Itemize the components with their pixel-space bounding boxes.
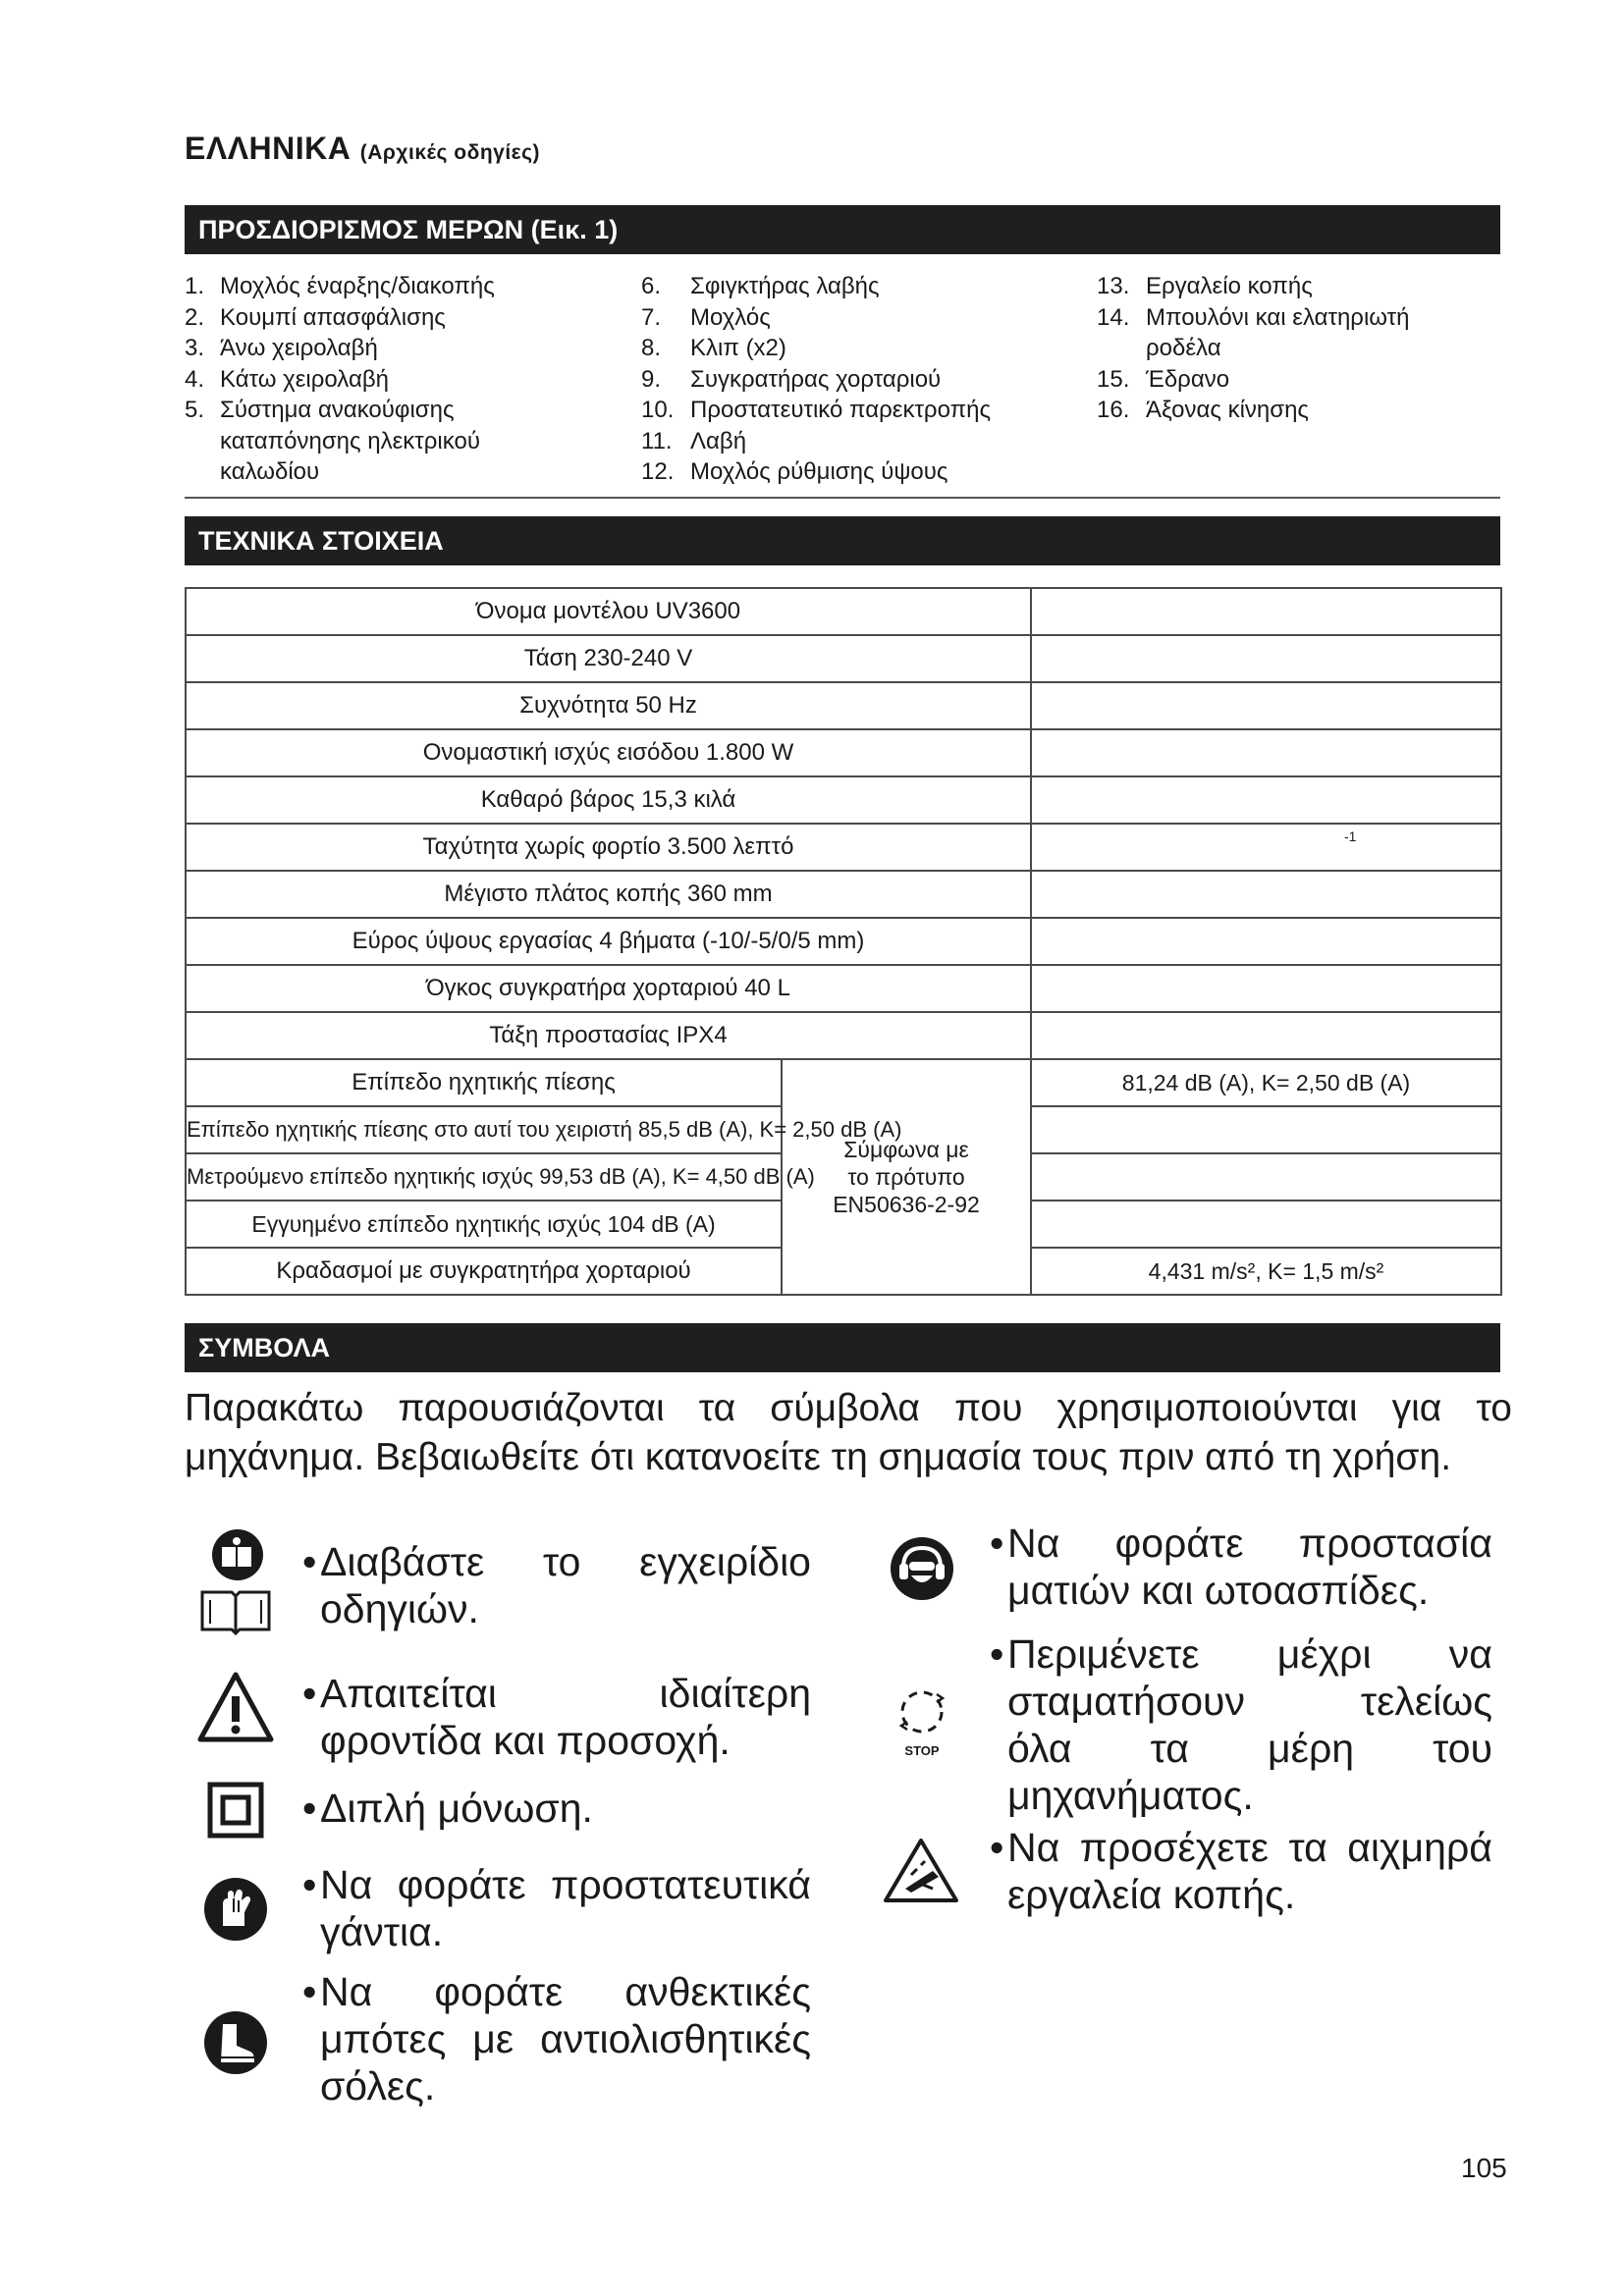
spec-value: [1031, 776, 1501, 824]
part-item: 1. Μοχλός έναρξης/διακοπής: [185, 273, 495, 299]
table-row: [186, 965, 1501, 1012]
read-manual-icon: [196, 1527, 275, 1635]
spec-value: [1031, 1153, 1501, 1201]
specs-heading: ΤΕΧΝΙΚΑ ΣΤΟΙΧΕΙΑ: [185, 516, 1500, 565]
symbol-text: • Απαιτείται ιδιαίτερη φροντίδα και προσοχή.: [302, 1671, 811, 1763]
table-row: [186, 776, 1501, 824]
spec-value: [1031, 871, 1501, 918]
part-item: 16. Άξονας κίνησης: [1097, 397, 1309, 423]
spec-value: [1031, 1012, 1501, 1059]
spec-label: Κραδασμοί με συγκρατητήρα χορταριού: [186, 1248, 782, 1295]
symbol-text: • Να φοράτε ανθεκτικές μπότες με αντιολισθητικές σόλες.: [302, 1969, 811, 2109]
table-row: [186, 635, 1501, 682]
part-item: 11. Λαβή: [641, 427, 747, 454]
part-item: 9. Συγκρατήρας χορταριού: [641, 365, 942, 393]
symbols-heading: ΣΥΜΒΟΛΑ: [185, 1323, 1500, 1372]
spec-value: [1031, 729, 1501, 776]
spec-label: Τάση 230-240 V: [186, 635, 1031, 682]
table-row: [186, 729, 1501, 776]
part-item: 13. Εργαλείο κοπής: [1097, 273, 1313, 299]
part-item: 12. Μοχλός ρύθμισης ύψους: [641, 458, 948, 485]
spec-label: Μετρούμενο επίπεδο ηχητικής ισχύς 99,53 dB (A), K= 4,50 dB (A): [186, 1153, 782, 1201]
symbol-text: • Διαβάστε το εγχειρίδιο οδηγιών.: [302, 1539, 811, 1631]
symbol-text: • Να φοράτε προστασία ματιών και ωτοασπίδες.: [990, 1521, 1492, 1613]
stop-label: STOP: [904, 1743, 940, 1758]
section-divider: [185, 497, 1500, 499]
standard-reference: Σύμφωνα με το πρότυπο EN50636-2-92: [782, 1059, 1031, 1295]
part-item: 5. Σύστημα ανακούφισης καταπόνησης ηλεκτρικού καλωδίου: [185, 397, 480, 485]
spec-label: Επίπεδο ηχητικής πίεσης στο αυτί του χειριστή 85,5 dB (A), K= 2,50 dB (A): [186, 1106, 782, 1153]
spec-label: Ταχύτητα χωρίς φορτίο 3.500 λεπτό: [186, 824, 1031, 871]
spec-value: 81,24 dB (A), K= 2,50 dB (A): [1031, 1059, 1501, 1106]
spec-label: Μέγιστο πλάτος κοπής 360 mm: [186, 871, 1031, 918]
page-title: [185, 131, 540, 167]
symbol-text: • Περιμένετε μέχρι να σταματήσουν τελείως όλα τα μέρη του μηχανήματος.: [990, 1631, 1492, 1818]
spec-label: Όγκος συγκρατήρα χορταριού 40 L: [186, 965, 1031, 1012]
part-item: 14. Μπουλόνι και ελατηριωτή ροδέλα: [1097, 303, 1410, 361]
parts-column-2: [641, 271, 1073, 488]
warning-triangle-icon: [196, 1669, 275, 1747]
table-row: [186, 1059, 1501, 1106]
spec-label: Όνομα μοντέλου UV3600: [186, 588, 1031, 635]
spec-label: Εύρος ύψους εργασίας 4 βήματα (-10/-5/0/5 mm): [186, 918, 1031, 965]
double-insulation-icon: [206, 1781, 265, 1840]
table-row: [186, 918, 1501, 965]
spec-value: [1031, 918, 1501, 965]
spec-value: 4,431 m/s², K= 1,5 m/s²: [1031, 1248, 1501, 1295]
spec-label: Επίπεδο ηχητικής πίεσης: [186, 1059, 782, 1106]
spec-value: [1031, 1106, 1501, 1153]
table-row: [186, 1012, 1501, 1059]
spec-label: Συχνότητα 50 Hz: [186, 682, 1031, 729]
part-item: 6. Σφιγκτήρας λαβής: [641, 273, 880, 299]
wear-boots-icon: [201, 2008, 270, 2077]
table-row: [186, 824, 1501, 871]
spec-label: Εγγυημένο επίπεδο ηχητικής ισχύς 104 dB (A): [186, 1201, 782, 1248]
wear-gloves-icon: [201, 1875, 270, 1944]
table-row: [186, 588, 1501, 635]
part-item: 15. Έδρανο: [1097, 365, 1230, 393]
symbol-text: • Διπλή μόνωση.: [302, 1786, 593, 1831]
symbol-text: • Να φοράτε προστατευτικά γάντια.: [302, 1862, 811, 1954]
part-item: 8. Κλιπ (x2): [641, 335, 786, 361]
language-subtitle: (Αρχικές οδηγίες): [359, 141, 541, 164]
part-item: 4. Κάτω χειρολαβή: [185, 365, 389, 393]
part-item: 10. Προστατευτικό παρεκτροπής: [641, 397, 992, 423]
sharp-blades-icon: [882, 1836, 960, 1906]
part-item: 7. Μοχλός: [641, 303, 771, 331]
spec-value: [1031, 824, 1501, 871]
symbol-text: • Να προσέχετε τα αιχμηρά εργαλεία κοπής.: [990, 1825, 1492, 1917]
spec-value: [1031, 588, 1501, 635]
spec-value: [1031, 635, 1501, 682]
eye-ear-protection-icon: [888, 1534, 956, 1603]
part-item: 2. Κουμπί απασφάλισης: [185, 303, 446, 331]
specs-table: [185, 587, 1502, 1296]
part-item: 3. Άνω χειρολαβή: [185, 335, 378, 361]
symbols-intro: Παρακάτω παρουσιάζονται τα σύμβολα που χρησιμοποιούνται για το μηχάνημα. Βεβαιωθείτε ότι κατανοείτε τη σημασία τους πριν από τη χρήση.: [185, 1387, 1512, 1478]
parts-heading: ΠΡΟΣΔΙΟΡΙΣΜΟΣ ΜΕΡΩΝ (Εικ. 1): [185, 205, 1500, 254]
wait-stop-icon: [888, 1682, 956, 1761]
parts-column-1: [185, 271, 558, 488]
spec-label: Ονομαστική ισχύς εισόδου 1.800 W: [186, 729, 1031, 776]
language-title: ΕΛΛΗΝΙΚΑ: [185, 131, 352, 166]
spec-value: [1031, 965, 1501, 1012]
spec-value: [1031, 682, 1501, 729]
spec-label: Καθαρό βάρος 15,3 κιλά: [186, 776, 1031, 824]
page-number: 105: [1461, 2153, 1507, 2183]
spec-label: Τάξη προστασίας IPX4: [186, 1012, 1031, 1059]
table-row: [186, 871, 1501, 918]
unit-superscript: -1: [1344, 828, 1357, 844]
spec-value: [1031, 1201, 1501, 1248]
parts-column-3: [1097, 271, 1470, 426]
table-row: [186, 682, 1501, 729]
